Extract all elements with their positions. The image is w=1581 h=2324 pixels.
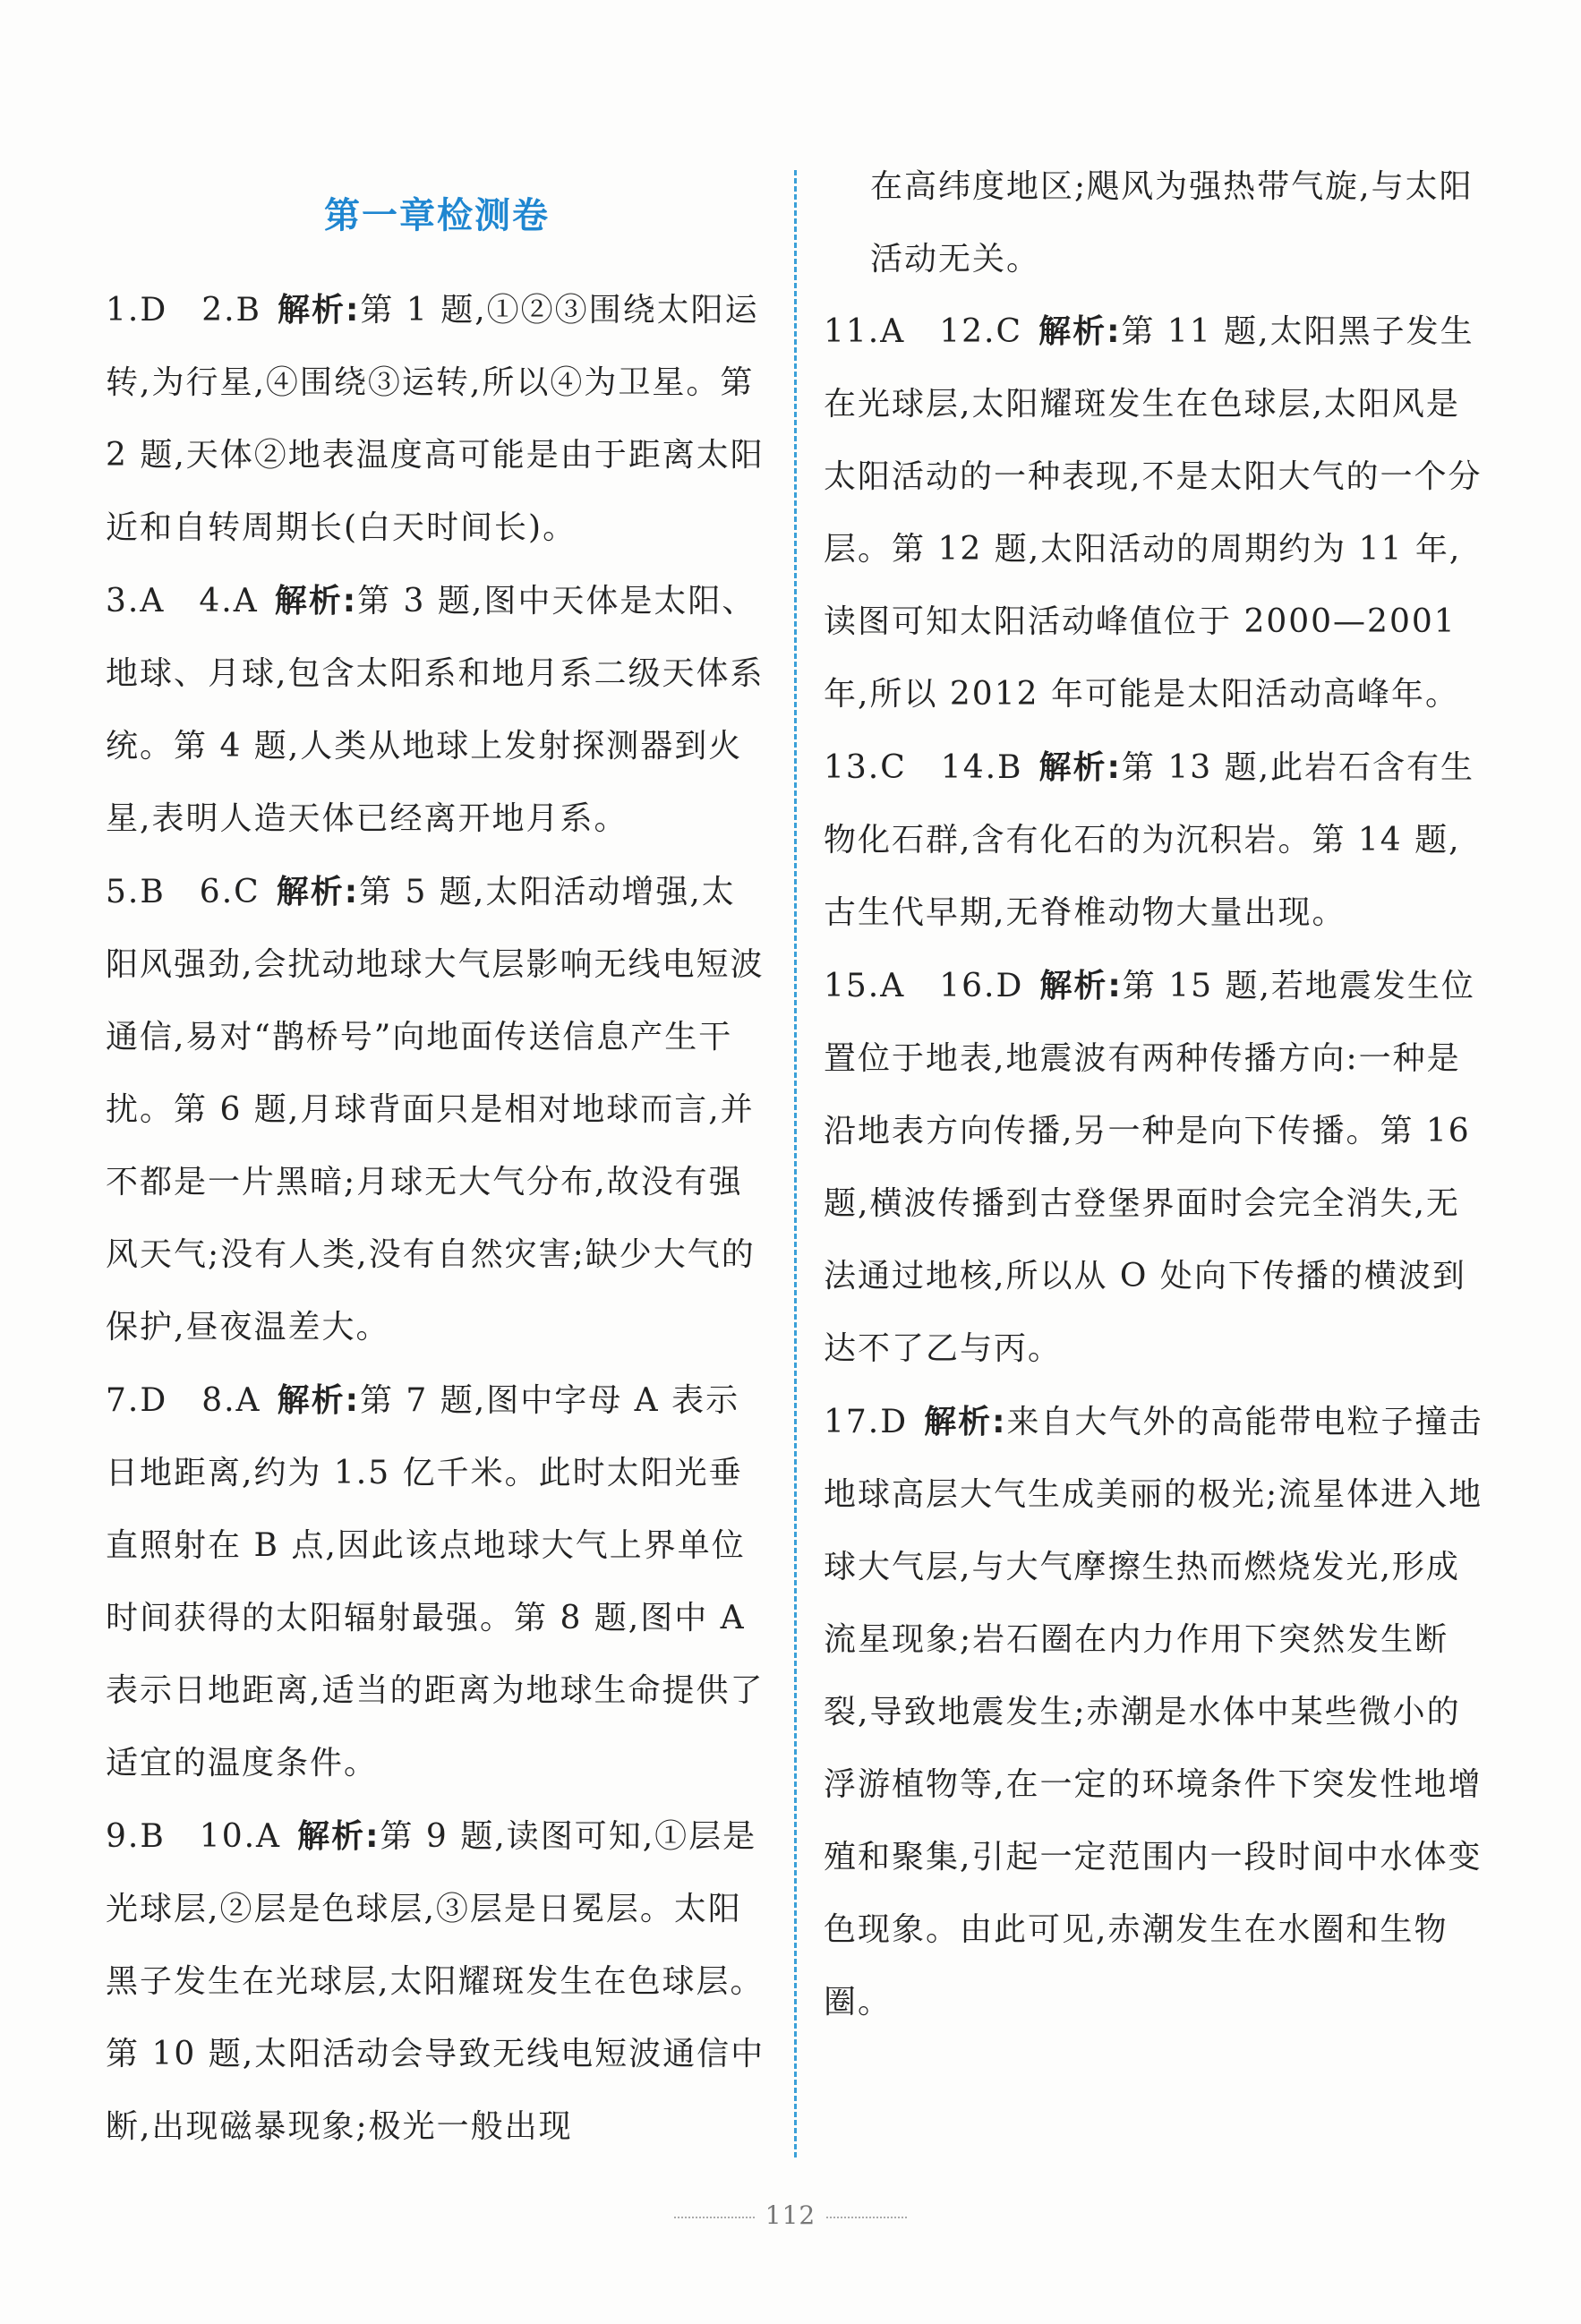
analysis-label: 解析: (277, 1382, 360, 1419)
analysis-text: 第 1 题,①②③围绕太阳运转,为行星,④围绕③运转,所以④为卫星。第 2 题,天体②地表温度高可能是由于距离太阳近和自转周期长(白天时间长)。 (106, 292, 765, 546)
analysis-label: 解析: (278, 292, 361, 329)
answer-numbers: 13.C 14.B (824, 749, 1023, 786)
column-divider (794, 170, 797, 2157)
analysis-text: 第 13 题,此岩石含有生物化石群,含有化石的为沉积岩。第 14 题,古生代早期,无脊椎动物大量出现。 (824, 749, 1475, 931)
answer-entry (824, 295, 1486, 731)
right-column (824, 150, 1486, 2039)
analysis-text: 第 15 题,若地震发生位置位于地表,地震波有两种传播方向:一种是沿地表方向传播,另一种是向下传播。第 16 题,横波传播到古登堡界面时会完全消失,无法通过地核,所以从 O 处向下传播的横波到达不了乙与丙。 (824, 968, 1475, 1367)
footer-rule-left (674, 2217, 755, 2218)
page-number: 112 (765, 2200, 816, 2230)
analysis-text: 第 5 题,太阳活动增强,太阳风强劲,会扰动地球大气层影响无线电短波通信,易对“鹊桥号”向地面传送信息产生干扰。第 6 题,月球背面只是相对地球而言,并不都是一片黑暗;月球无大气分布,故没有强风天气;没有人类,没有自然灾害;缺少大气的保护,昼夜温差大。 (106, 874, 765, 1346)
left-column (106, 152, 768, 2164)
page-footer (0, 2200, 1581, 2230)
answer-entry (824, 1386, 1486, 2038)
answer-entry (106, 856, 768, 1363)
analysis-label: 解析: (276, 874, 360, 910)
answer-numbers: 1.D 2.B (106, 292, 262, 329)
answer-numbers: 15.A 16.D (824, 968, 1024, 1004)
analysis-label: 解析: (1038, 313, 1122, 350)
analysis-text: 第 7 题,图中字母 A 表示日地距离,约为 1.5 亿千米。此时太阳光垂直照射在 B 点,因此该点地球大气上界单位时间获得的太阳辐射最强。第 8 题,图中 A 表示日地距离,适当的距离为地球生命提供了适宜的温度条件。 (106, 1382, 765, 1781)
answer-numbers: 3.A 4.A (106, 583, 259, 619)
analysis-label: 解析: (274, 583, 358, 619)
answer-entry (106, 1364, 768, 1799)
analysis-text: 第 9 题,读图可知,①层是光球层,②层是色球层,③层是日冕层。太阳黑子发生在光球层,太阳耀斑发生在色球层。第 10 题,太阳活动会导致无线电短波通信中断,出现磁暴现象;极光一般出现 (106, 1818, 765, 2145)
answer-entry (106, 274, 768, 564)
answer-entry (824, 731, 1486, 949)
answer-numbers: 9.B 10.A (106, 1818, 282, 1855)
analysis-label: 解析: (924, 1404, 1007, 1440)
answer-entry (106, 565, 768, 855)
answer-numbers: 7.D 8.A (106, 1382, 261, 1419)
answer-numbers: 5.B 6.C (106, 874, 261, 910)
analysis-label: 解析: (1039, 968, 1123, 1004)
analysis-label: 解析: (1038, 749, 1122, 786)
analysis-text: 来自大气外的高能带电粒子撞击地球高层大气生成美丽的极光;流星体进入地球大气层,与大气摩擦生热而燃烧发光,形成流星现象;岩石圈在内力作用下突然发生断裂,导致地震发生;赤潮是水体中某些微小的浮游植物等,在一定的环境条件下突发性地增殖和聚集,引起一定范围内一段时间中水体变色现象。由此可见,赤潮发生在水圈和生物圈。 (824, 1404, 1483, 2021)
answer-entry (106, 1800, 768, 2163)
continued-text: 在高纬度地区;飓风为强热带气旋,与太阳活动无关。 (870, 168, 1474, 278)
footer-rule-right (826, 2217, 907, 2218)
answer-numbers: 17.D (824, 1404, 909, 1440)
page-title: 第一章检测卷 (324, 195, 550, 236)
analysis-label: 解析: (297, 1818, 380, 1855)
analysis-text: 第 3 题,图中天体是太阳、地球、月球,包含太阳系和地月系二级天体系统。第 4 题,人类从地球上发射探测器到火星,表明人造天体已经离开地月系。 (106, 583, 765, 837)
answer-entry (824, 950, 1486, 1385)
answer-numbers: 11.A 12.C (824, 313, 1023, 350)
analysis-text: 第 11 题,太阳黑子发生在光球层,太阳耀斑发生在色球层,太阳风是太阳活动的一种表现,不是太阳大气的一个分层。第 12 题,太阳活动的周期约为 11 年,读图可知太阳活动峰值位于 2000—2001 年,所以 2012 年可能是太阳活动高峰年。 (824, 313, 1483, 713)
